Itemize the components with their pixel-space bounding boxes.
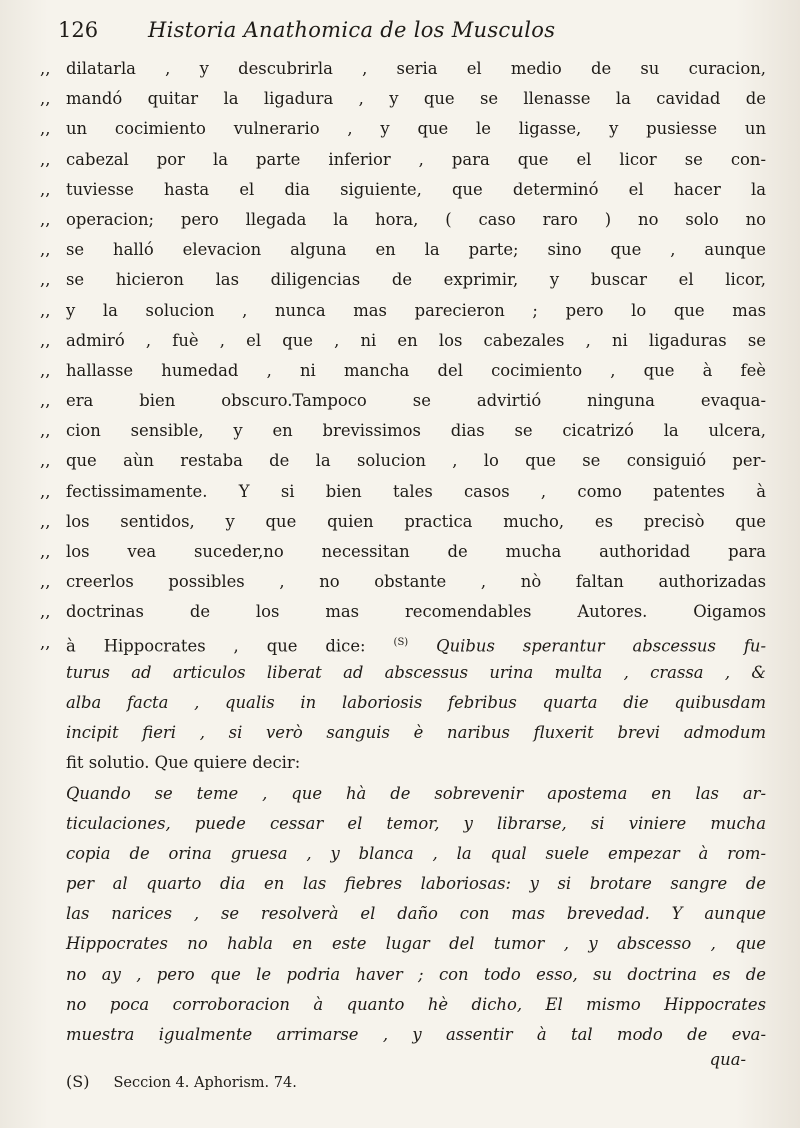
line-text: admiró , fuè , el que , ni en los cabezales , ni ligaduras se xyxy=(66,330,766,350)
footnote-label: (S) xyxy=(66,1072,90,1092)
line-text: los vea suceder,no necessitan de mucha authoridad para xyxy=(66,542,766,561)
text-line xyxy=(40,386,770,416)
text-line xyxy=(40,809,770,839)
line-text: fectissimamente. Y si bien tales casos , como patentes à xyxy=(66,481,766,501)
line-text: muestra igualmente arrimarse , y assentir à tal modo de eva- xyxy=(66,1025,766,1044)
quote-mark xyxy=(40,990,66,1020)
quote-mark xyxy=(40,779,66,809)
quote-mark: ,, xyxy=(40,451,51,471)
text-line xyxy=(40,990,770,1020)
quote-mark xyxy=(40,899,66,929)
quote-mark: ,, xyxy=(40,572,51,592)
text-line xyxy=(40,1020,770,1050)
text-line xyxy=(40,537,770,567)
quote-mark xyxy=(40,1020,66,1050)
text-line xyxy=(40,145,770,175)
line-text: creerlos possibles , no obstante , nò faltan authorizadas xyxy=(66,572,766,592)
running-head: Historia Anathomica de los Musculos xyxy=(148,18,556,42)
page-header xyxy=(58,18,770,52)
footnote xyxy=(66,1072,770,1091)
quote-mark: ,, xyxy=(40,421,51,441)
line-text: y la solucion , nunca mas parecieron ; pero lo que mas xyxy=(66,300,766,320)
quote-mark: ,, xyxy=(40,59,51,78)
text-line xyxy=(40,628,770,658)
line-text xyxy=(66,628,770,658)
line-text: incipit fieri , si verò sanguis è naribus fluxerit brevi admodum xyxy=(66,723,766,743)
text-line xyxy=(40,446,770,476)
footnote-text: Seccion 4. Aphorism. 74. xyxy=(113,1075,297,1092)
line-text: tuviesse hasta el dia siguiente, que determinó el hacer la xyxy=(66,179,766,199)
text-line xyxy=(40,929,770,959)
quote-mark xyxy=(40,718,66,748)
quote-mark: ,, xyxy=(40,511,51,531)
line-text: turus ad articulos liberat ad abscessus urina multa , crassa , & xyxy=(66,662,766,682)
page-number: 126 xyxy=(58,18,99,42)
quote-mark: ,, xyxy=(40,632,51,652)
quote-mark: ,, xyxy=(40,89,51,109)
quote-mark: ,, xyxy=(40,481,51,501)
text-line xyxy=(40,477,770,507)
text-line xyxy=(40,597,770,627)
quote-mark: ,, xyxy=(40,602,51,622)
text-line xyxy=(40,54,770,84)
text-line xyxy=(40,235,770,265)
line-text: no poca corroboracion à quanto hè dicho, El mismo Hippocrates xyxy=(66,994,766,1014)
quote-mark: ,, xyxy=(40,542,51,561)
quote-mark xyxy=(40,748,66,778)
line-text: hallasse humedad , ni mancha del cocimiento , que à feè xyxy=(66,360,766,380)
text-line xyxy=(40,658,770,688)
line-text: dilatarla , y descubrirla , seria el medio de su curacion, xyxy=(66,59,766,78)
line-text: un cocimiento vulnerario , y que le ligasse, y pusiesse un xyxy=(66,119,766,139)
quote-mark: ,, xyxy=(40,149,51,169)
line-text: alba facta , qualis in laboriosis febribus quarta die quibusdam xyxy=(66,692,766,712)
text-line xyxy=(40,326,770,356)
line-text: se halló elevacion alguna en la parte; sino que , aunque xyxy=(66,240,766,260)
line-text: Hippocrates no habla en este lugar del tumor , y abscesso , que xyxy=(66,934,766,954)
catchword-row xyxy=(40,1050,770,1072)
text-line xyxy=(40,84,770,114)
text-line xyxy=(40,175,770,205)
text-line xyxy=(40,899,770,929)
text-line xyxy=(40,718,770,748)
line-text: doctrinas de los mas recomendables Autores. Oigamos xyxy=(66,602,766,622)
quote-mark: ,, xyxy=(40,119,51,139)
quote-mark xyxy=(40,658,66,688)
text-line xyxy=(40,869,770,899)
line-text: cabezal por la parte inferior , para que el licor se con- xyxy=(66,149,766,169)
line-text: operacion; pero llegada la hora, ( caso raro ) no solo no xyxy=(66,209,766,229)
quote-mark xyxy=(40,869,66,899)
text-line xyxy=(40,507,770,537)
line-text: fit solutio. Que quiere decir: xyxy=(66,753,301,773)
text-line xyxy=(40,205,770,235)
quote-mark: ,, xyxy=(40,209,51,229)
line-text: no ay , pero que le podria haver ; con todo esso, su doctrina es de xyxy=(66,964,766,984)
text-line xyxy=(40,839,770,869)
quote-mark xyxy=(40,688,66,718)
line-text: Quando se teme , que hà de sobrevenir apostema en las ar- xyxy=(66,783,766,803)
text-line xyxy=(40,960,770,990)
line-text: los sentidos, y que quien practica mucho, es precisò que xyxy=(66,511,766,531)
text-line xyxy=(40,296,770,326)
catchword: qua- xyxy=(709,1050,746,1070)
line-text: per al quarto dia en las fiebres laboriosas: y si brotare sangre de xyxy=(66,874,766,894)
line-text: se hicieron las diligencias de exprimir, y buscar el licor, xyxy=(66,270,766,290)
line-text: copia de orina gruesa , y blanca , la qual suele empezar à rom- xyxy=(66,843,766,863)
quote-mark: ,, xyxy=(40,240,51,260)
quote-mark: ,, xyxy=(40,179,51,199)
line-text: que aùn restaba de la solucion , lo que se consiguió per- xyxy=(66,451,766,471)
quote-mark xyxy=(40,929,66,959)
quote-mark: ,, xyxy=(40,300,51,320)
text-line xyxy=(40,779,770,809)
text-line xyxy=(40,748,770,778)
line-text: ticulaciones, puede cessar el temor, y librarse, si viniere mucha xyxy=(66,813,766,833)
page-body xyxy=(40,54,770,1050)
text-line xyxy=(40,416,770,446)
line-text-lead: à Hippocrates , que dice: xyxy=(66,636,366,656)
quote-mark: ,, xyxy=(40,360,51,380)
line-text: las narices , se resolverà el daño con mas brevedad. Y aunque xyxy=(66,904,766,924)
text-line xyxy=(40,265,770,295)
line-text: cion sensible, y en brevissimos dias se cicatrizó la ulcera, xyxy=(66,421,766,441)
quote-mark xyxy=(40,960,66,990)
quote-mark: ,, xyxy=(40,391,51,411)
latin-quote-start: Quibus sperantur abscessus fu- xyxy=(436,636,766,656)
line-text: era bien obscuro.Tampoco se advirtió ninguna evaqua- xyxy=(66,391,766,411)
text-line xyxy=(40,688,770,718)
footnote-ref: (S) xyxy=(393,636,409,648)
text-line xyxy=(40,567,770,597)
quote-mark xyxy=(40,809,66,839)
quote-mark: ,, xyxy=(40,270,51,290)
line-text: mandó quitar la ligadura , y que se llenasse la cavidad de xyxy=(66,89,766,109)
quote-mark: ,, xyxy=(40,330,51,350)
text-line xyxy=(40,356,770,386)
quote-mark xyxy=(40,839,66,869)
text-line xyxy=(40,114,770,144)
